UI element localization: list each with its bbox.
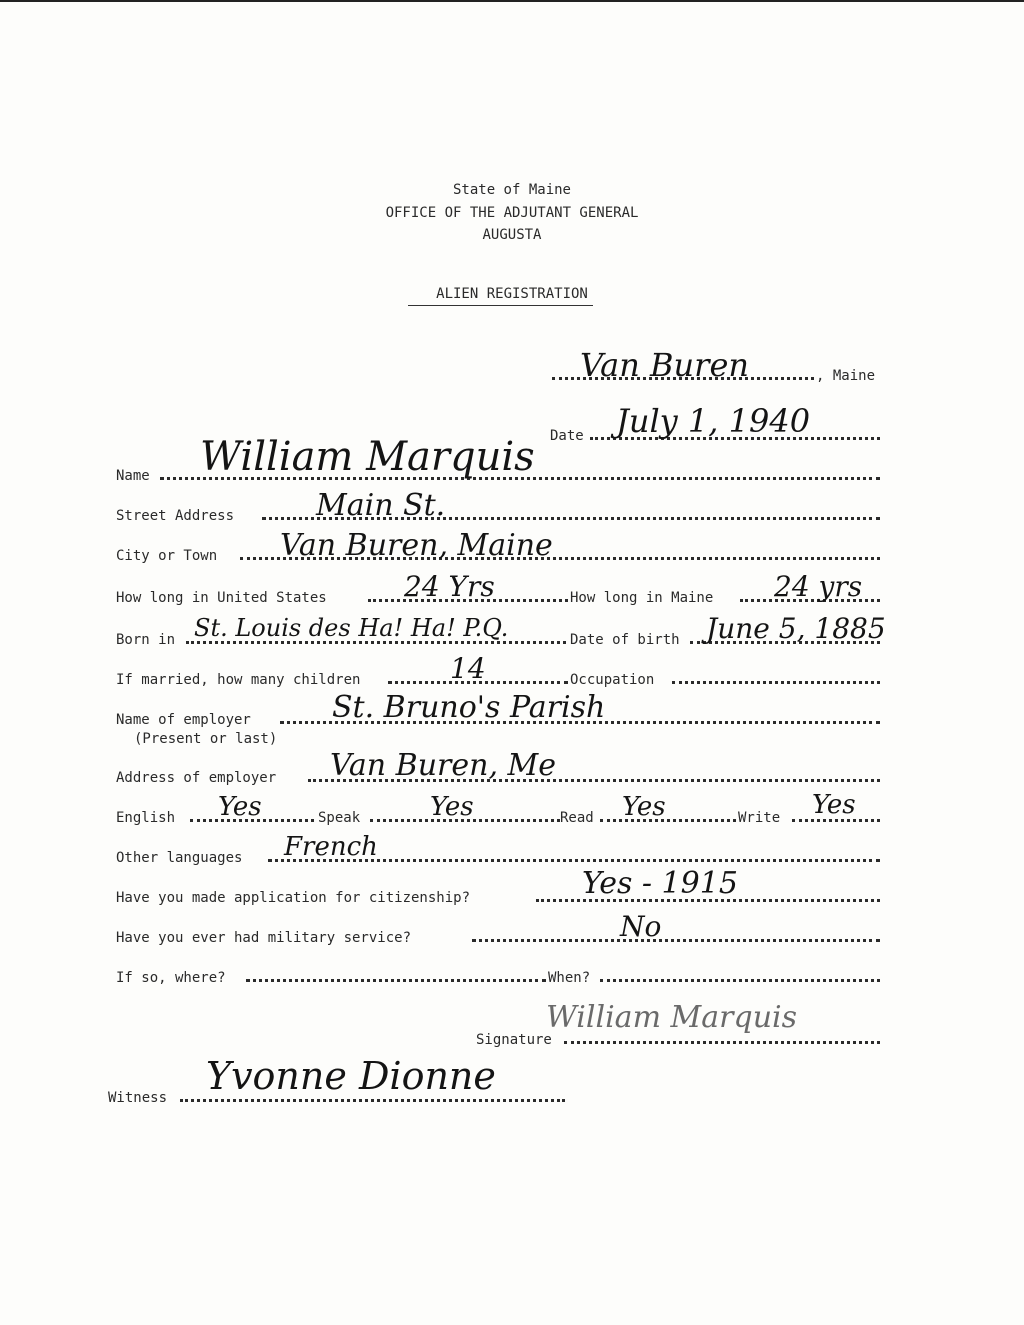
us-years-value: 24 Yrs	[404, 570, 495, 603]
military-dots	[472, 939, 880, 942]
employer-label: Name of employer	[116, 712, 251, 728]
speak-label: Speak	[318, 810, 361, 826]
form-title: ALIEN REGISTRATION	[436, 286, 588, 302]
read-value: Yes	[622, 792, 666, 822]
header-office: OFFICE OF THE ADJUTANT GENERAL	[385, 205, 639, 221]
english-value: Yes	[218, 792, 262, 822]
maine-years-label: How long in Maine	[570, 590, 714, 606]
occupation-dots	[672, 681, 880, 684]
where-dots	[246, 979, 546, 982]
military-label: Have you ever had military service?	[116, 930, 412, 946]
state-label: , Maine	[816, 368, 876, 384]
where-label: If so, where?	[116, 970, 226, 986]
scan-edge-line	[0, 0, 1024, 2]
employer-address-value: Van Buren, Me	[330, 748, 556, 783]
city-label: City or Town	[116, 548, 218, 564]
employer-sublabel: (Present or last)	[134, 731, 278, 747]
citizenship-label: Have you made application for citizenship?	[116, 890, 471, 906]
witness-dots	[180, 1099, 565, 1102]
occupation-label: Occupation	[570, 672, 655, 688]
form-title-underline	[408, 305, 593, 306]
born-in-label: Born in	[116, 632, 176, 648]
birth-date-value: June 5, 1885	[706, 612, 886, 645]
witness-value: Yvonne Dionne	[206, 1054, 496, 1098]
date-value: July 1, 1940	[616, 402, 811, 440]
children-label: If married, how many children	[116, 672, 361, 688]
signature-dots	[564, 1041, 880, 1044]
read-label: Read	[560, 810, 594, 826]
street-label: Street Address	[116, 508, 235, 524]
header-state: State of Maine	[452, 182, 571, 198]
read-dots	[600, 819, 736, 822]
write-value: Yes	[812, 790, 856, 820]
town-value: Van Buren	[580, 346, 749, 384]
write-label: Write	[738, 810, 781, 826]
header-city: AUGUSTA	[482, 227, 542, 243]
name-value: William Marquis	[200, 434, 535, 480]
employer-address-label: Address of employer	[116, 770, 277, 786]
us-years-label: How long in United States	[116, 590, 327, 606]
birth-date-label: Date of birth	[570, 632, 680, 648]
military-value: No	[620, 910, 662, 943]
city-value: Van Buren, Maine	[280, 528, 553, 563]
when-dots	[600, 979, 880, 982]
speak-value: Yes	[430, 792, 474, 822]
street-value: Main St.	[316, 488, 446, 523]
name-label: Name	[116, 468, 150, 484]
other-languages-label: Other languages	[116, 850, 243, 866]
children-value: 14	[450, 652, 486, 685]
employer-value: St. Bruno's Parish	[332, 690, 606, 725]
born-in-value: St. Louis des Ha! Ha! P.Q.	[194, 614, 509, 642]
signature-value: William Marquis	[546, 1000, 798, 1035]
when-label: When?	[548, 970, 591, 986]
signature-label: Signature	[476, 1032, 552, 1048]
english-label: English	[116, 810, 176, 826]
citizenship-value: Yes - 1915	[582, 866, 738, 901]
other-languages-value: French	[284, 832, 378, 862]
date-label: Date	[550, 428, 584, 444]
maine-years-value: 24 yrs	[774, 570, 863, 603]
witness-label: Witness	[108, 1090, 168, 1106]
